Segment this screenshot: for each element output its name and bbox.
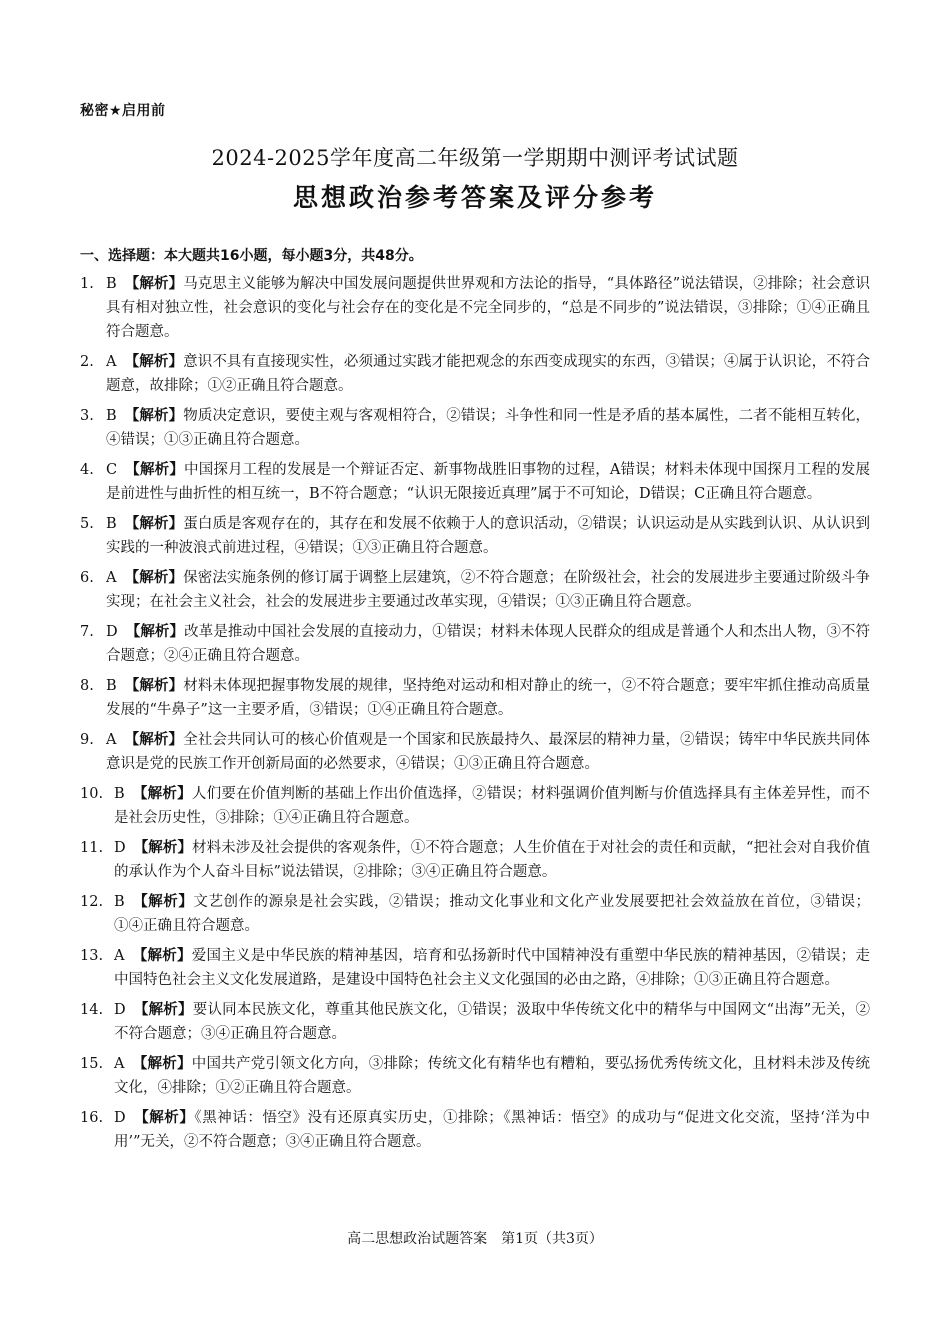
answer-letter: C bbox=[106, 462, 118, 478]
analysis-text: 物质决定意识，要使主观与客观相符合，②错误；斗争性和同一性是矛盾的基本属性，二者不能相互转化，④错误；①③正确且符合题意。 bbox=[106, 408, 871, 448]
question-number: 9. bbox=[80, 732, 94, 748]
analysis-tag: 【解析】 bbox=[124, 732, 184, 748]
answer-letter: A bbox=[114, 1056, 125, 1072]
analysis-tag: 【解析】 bbox=[124, 570, 184, 586]
analysis-tag: 【解析】 bbox=[125, 624, 185, 640]
answer-item bbox=[80, 272, 870, 344]
exam-title: 2024-2025学年度高二年级第一学期期中测评考试试题 bbox=[211, 146, 739, 170]
question-number: 12. bbox=[80, 894, 104, 910]
answer-letter: A bbox=[106, 570, 117, 586]
analysis-text: 全社会共同认可的核心价值观是一个国家和民族最持久、最深层的精神力量，②错误；铸牢中华民族共同体意识是党的民族工作开创新局面的必然要求，④错误；①③正确且符合题意。 bbox=[106, 732, 870, 772]
question-number: 16. bbox=[80, 1110, 104, 1126]
answer-letter: B bbox=[106, 678, 117, 694]
analysis-text: 改革是推动中国社会发展的直接动力，①错误；材料未体现人民群众的组成是普通个人和杰出人物，③不符合题意；②④正确且符合题意。 bbox=[106, 624, 871, 664]
answer-item bbox=[80, 512, 870, 560]
analysis-text: 要认同本民族文化，尊重其他民族文化，①错误；汲取中华传统文化中的精华与中国网文“出海”无关，②不符合题意；③④正确且符合题意。 bbox=[114, 1002, 871, 1042]
analysis-tag: 【解析】 bbox=[132, 894, 194, 910]
analysis-text: 材料未涉及社会提供的客观条件，①不符合题意；人生价值在于对社会的责任和贡献，“把社会对自我价值的承认作为个人奋斗目标”说法错误，②排除；③④正确且符合题意。 bbox=[114, 840, 870, 880]
analysis-text: 中国探月工程的发展是一个辩证否定、新事物战胜旧事物的过程，A错误；材料未体现中国探月工程的发展是前进性与曲折性的相互统一，B不符合题意；“认识无限接近真理”属于不可知论，D错误；C正确且符合题意。 bbox=[106, 462, 871, 502]
answer-letter: B bbox=[106, 408, 117, 424]
answer-item bbox=[80, 944, 870, 992]
analysis-tag: 【解析】 bbox=[124, 678, 184, 694]
analysis-tag: 【解析】 bbox=[125, 462, 185, 478]
page-footer: 高二思想政治试题答案 第1页（共3页） bbox=[347, 1231, 603, 1247]
answer-item bbox=[80, 728, 870, 776]
analysis-text: 人们要在价值判断的基础上作出价值选择，②错误；材料强调价值判断与价值选择具有主体差异性，而不是社会历史性，③排除；①④正确且符合题意。 bbox=[114, 786, 870, 826]
analysis-tag: 【解析】 bbox=[124, 408, 184, 424]
question-number: 3. bbox=[80, 408, 94, 424]
answer-item bbox=[80, 998, 870, 1046]
answer-letter: D bbox=[114, 840, 126, 856]
analysis-tag: 【解析】 bbox=[132, 1056, 192, 1072]
analysis-text: 《黑神话：悟空》没有还原真实历史，①排除；《黑神话：悟空》的成功与“促进文化交流，坚持‘洋为中用’”无关，②不符合题意；③④正确且符合题意。 bbox=[114, 1110, 870, 1150]
analysis-tag: 【解析】 bbox=[133, 1002, 193, 1018]
answer-letter: A bbox=[114, 948, 125, 964]
question-number: 11. bbox=[80, 840, 104, 856]
answer-letter: D bbox=[106, 624, 118, 640]
analysis-tag: 【解析】 bbox=[133, 840, 193, 856]
question-number: 15. bbox=[80, 1056, 104, 1072]
analysis-tag: 【解析】 bbox=[132, 948, 192, 964]
answer-item bbox=[80, 890, 870, 938]
question-number: 5. bbox=[80, 516, 94, 532]
question-number: 7. bbox=[80, 624, 94, 640]
answer-letter: B bbox=[106, 276, 117, 292]
answer-item bbox=[80, 350, 870, 398]
analysis-text: 马克思主义能够为解决中国发展问题提供世界观和方法论的指导，“具体路径”说法错误，②排除；社会意识具有相对独立性，社会意识的变化与社会存在的变化是不完全同步的，“总是不同步的”说法错误，③排除；①④正确且符合题意。 bbox=[106, 276, 870, 340]
analysis-text: 蛋白质是客观存在的，其存在和发展不依赖于人的意识活动，②错误；认识运动是从实践到认识、从认识到实践的一种波浪式前进过程，④错误；①③正确且符合题意。 bbox=[106, 516, 871, 556]
analysis-text: 文艺创作的源泉是社会实践，②错误；推动文化事业和文化产业发展要把社会效益放在首位，③错误；①④正确且符合题意。 bbox=[114, 894, 871, 934]
answer-list bbox=[80, 272, 870, 1160]
secret-label: 秘密★启用前 bbox=[80, 103, 166, 119]
question-number: 4. bbox=[80, 462, 94, 478]
answer-item bbox=[80, 566, 870, 614]
answer-letter: D bbox=[114, 1110, 126, 1126]
answer-item bbox=[80, 404, 870, 452]
analysis-tag: 【解析】 bbox=[124, 516, 184, 532]
answer-item bbox=[80, 836, 870, 884]
analysis-text: 材料未体现把握事物发展的规律，坚持绝对运动和相对静止的统一，②不符合题意；要牢牢抓住推动高质量发展的“牛鼻子”这一主要矛盾，③错误；①④正确且符合题意。 bbox=[106, 678, 871, 718]
question-number: 14. bbox=[80, 1002, 104, 1018]
analysis-tag: 【解析】 bbox=[133, 1110, 195, 1126]
answer-letter: B bbox=[114, 894, 125, 910]
answer-item bbox=[80, 1052, 870, 1100]
question-number: 6. bbox=[80, 570, 94, 586]
answer-item bbox=[80, 458, 870, 506]
question-number: 10. bbox=[80, 786, 104, 802]
answer-item bbox=[80, 782, 870, 830]
answer-letter: A bbox=[106, 732, 117, 748]
analysis-text: 意识不具有直接现实性，必须通过实践才能把观念的东西变成现实的东西，③错误；④属于认识论，不符合题意，故排除；①②正确且符合题意。 bbox=[106, 354, 870, 394]
question-number: 2. bbox=[80, 354, 94, 370]
document-subtitle: 思想政治参考答案及评分参考 bbox=[292, 183, 657, 212]
question-number: 1. bbox=[80, 276, 94, 292]
question-number: 13. bbox=[80, 948, 104, 964]
analysis-text: 中国共产党引领文化方向，③排除；传统文化有精华也有糟粕，要弘扬优秀传统文化，且材料未涉及传统文化，④排除；①②正确且符合题意。 bbox=[114, 1056, 871, 1096]
answer-letter: B bbox=[114, 786, 125, 802]
answer-item bbox=[80, 1106, 870, 1154]
section-heading: 一、选择题：本大题共16小题，每小题3分，共48分。 bbox=[80, 248, 423, 264]
answer-item bbox=[80, 620, 870, 668]
analysis-text: 爱国主义是中华民族的精神基因，培育和弘扬新时代中国精神没有重塑中华民族的精神基因，②错误；走中国特色社会主义文化发展道路，是建设中国特色社会主义文化强国的必由之路，④排除；①③正确且符合题意。 bbox=[114, 948, 871, 988]
analysis-tag: 【解析】 bbox=[124, 276, 184, 292]
answer-letter: B bbox=[106, 516, 117, 532]
analysis-tag: 【解析】 bbox=[132, 786, 192, 802]
analysis-text: 保密法实施条例的修订属于调整上层建筑，②不符合题意；在阶级社会，社会的发展进步主要通过阶级斗争实现；在社会主义社会，社会的发展进步主要通过改革实现，④错误；①③正确且符合题意。 bbox=[106, 570, 870, 610]
analysis-tag: 【解析】 bbox=[124, 354, 184, 370]
question-number: 8. bbox=[80, 678, 94, 694]
answer-item bbox=[80, 674, 870, 722]
answer-letter: D bbox=[114, 1002, 126, 1018]
answer-letter: A bbox=[106, 354, 117, 370]
